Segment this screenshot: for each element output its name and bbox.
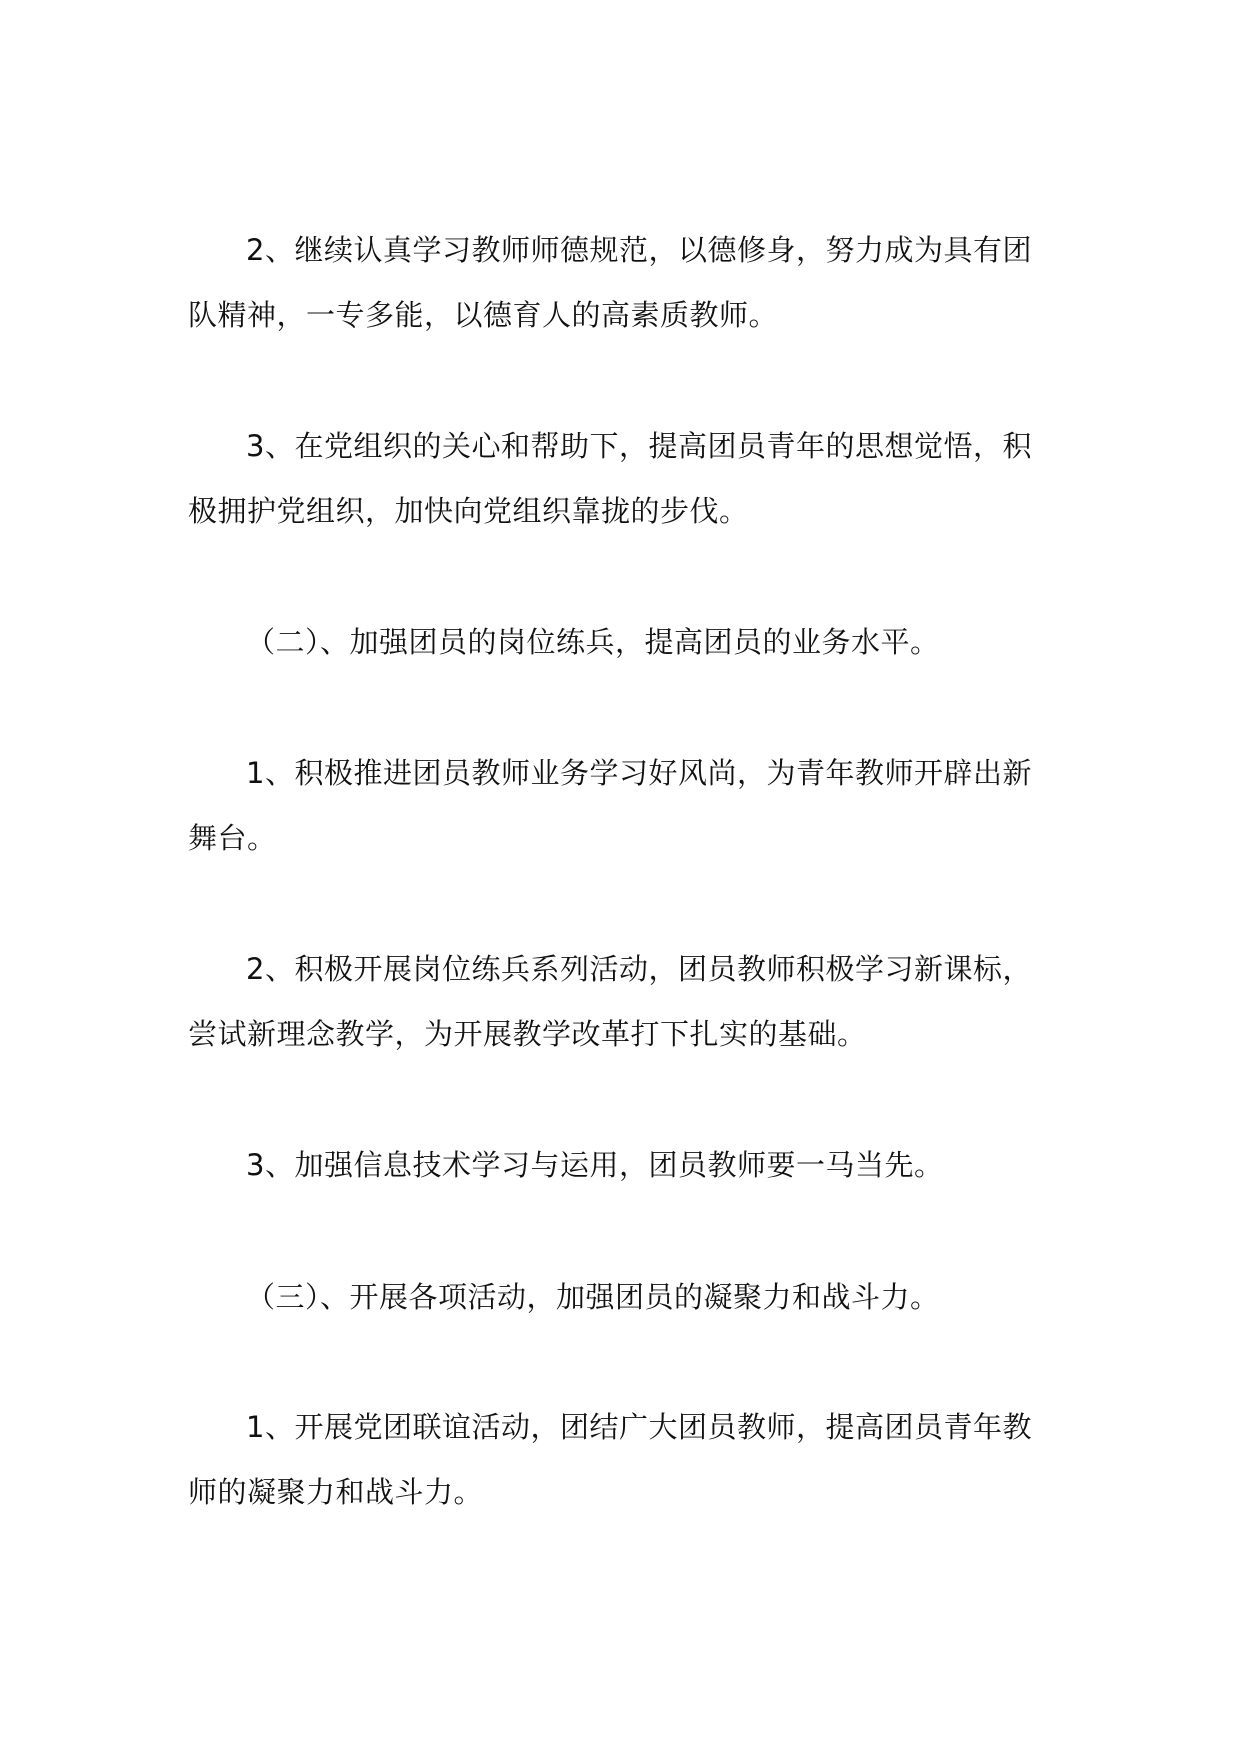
section-heading-job-training: （二）、加强团员的岗位练兵，提高团员的业务水平。 bbox=[246, 625, 940, 659]
paragraph-information-technology: 3、加强信息技术学习与运用，团员教师要一马当先。 bbox=[246, 1148, 944, 1182]
paragraph-business-learning: 1、积极推进团员教师业务学习好风尚，为青年教师开辟出新舞台。 bbox=[188, 756, 1032, 855]
paragraph-study-teacher-ethics: 2、继续认真学习教师师德规范，以德修身，努力成为具有团队精神，一专多能，以德育人的高素质教师。 bbox=[188, 233, 1032, 332]
paragraph-party-league-activities: 1、开展党团联谊活动，团结广大团员教师，提高团员青年教师的凝聚力和战斗力。 bbox=[188, 1410, 1032, 1509]
paragraph-job-training-activities: 2、积极开展岗位练兵系列活动，团员教师积极学习新课标，尝试新理念教学，为开展教学改革打下扎实的基础。 bbox=[188, 952, 1032, 1051]
paragraph-party-organization-support: 3、在党组织的关心和帮助下，提高团员青年的思想觉悟，积极拥护党组织，加快向党组织靠拢的步伐。 bbox=[188, 429, 1032, 528]
section-heading-activities: （三）、开展各项活动，加强团员的凝聚力和战斗力。 bbox=[246, 1280, 940, 1314]
